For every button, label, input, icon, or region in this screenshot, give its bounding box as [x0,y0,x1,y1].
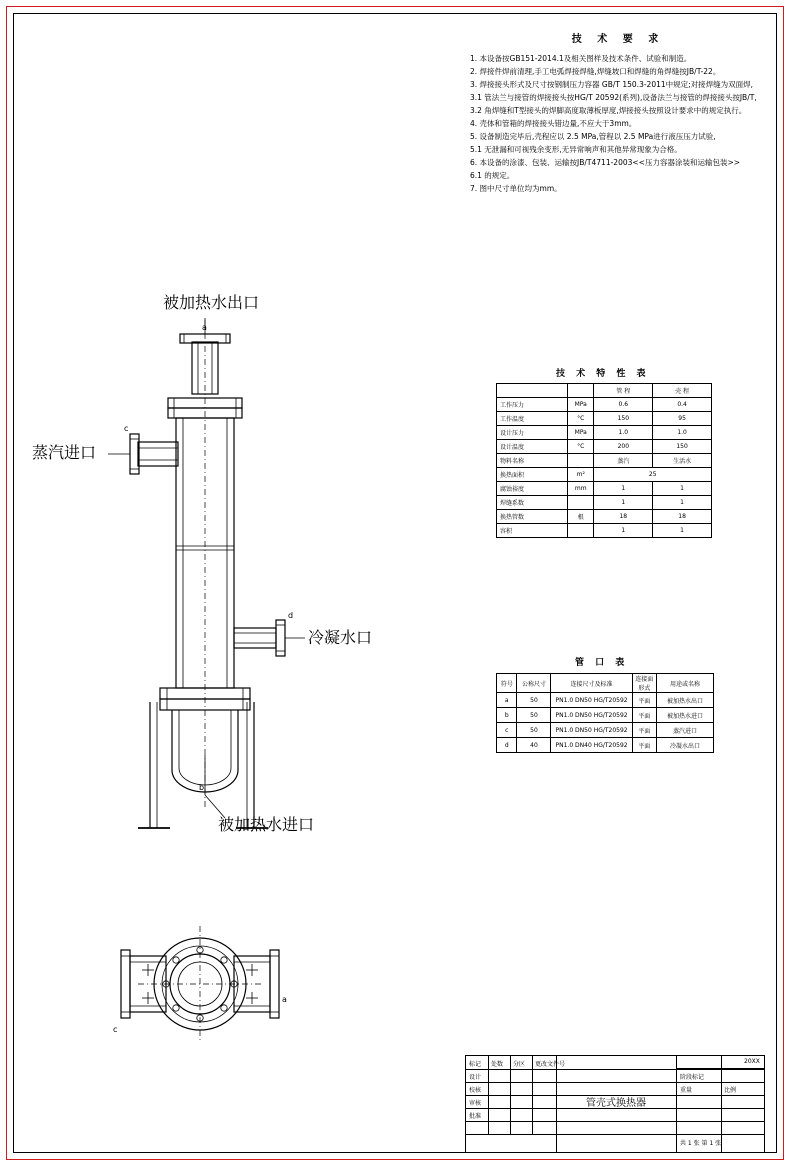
table-row [497,454,712,468]
support-frame [138,702,268,828]
param-head-2: 管 程 [594,384,653,398]
cell: m² [568,468,594,482]
cell: 200 [594,440,653,454]
cell: 50 [517,723,551,738]
tb-date: 20XX [744,1058,760,1065]
table-row [497,674,714,693]
note-item: 3.2 角焊缝和T型接头的焊脚高度取薄板厚度,焊接接头按照设计要求中的规定执行。 [470,106,747,115]
note-item: 5.1 无泄漏和可视残余变形,无异常响声和其他异常现象为合格。 [470,145,682,154]
cell: 1 [594,482,653,496]
cell: 1.0 [594,426,653,440]
tb-design: 设计 [469,1074,482,1081]
cell: 冷凝水出口 [656,738,713,753]
table-row [497,426,712,440]
plan-view [113,926,287,1042]
cell: 1 [653,524,712,538]
nozzle-head-3: 连接面形式 [632,674,656,693]
cell: 18 [594,510,653,524]
table-row [497,524,712,538]
param-head-1 [568,384,594,398]
tb-mark-header: 标记 [469,1061,482,1068]
cell: 1.0 [653,426,712,440]
cell: PN1.0 DN50 HG/T20592 [551,708,632,723]
tb-weight: 重量 [680,1087,693,1094]
label-hot-water-outlet: 被加热水出口 [163,293,260,312]
tb-count-header: 处数 [491,1061,504,1068]
note-item: 3. 焊接接头形式及尺寸按钢制压力容器 GB/T 150.3-2011中规定;对接焊缝为双面焊, [470,80,754,89]
cell: 工作压力 [497,398,568,412]
tb-sheet: 共 1 张 第 1 张 [680,1140,722,1147]
label-condensate-outlet: 冷凝水口 [308,628,373,647]
table-row [497,398,712,412]
cell: d [497,738,517,753]
cell: 1 [653,482,712,496]
condensate-nozzle [234,620,285,656]
tb-check: 校核 [469,1087,482,1094]
heat-exchanger-drawing [20,250,460,1070]
nozzle-head-0: 符号 [497,674,517,693]
cell: 设计压力 [497,426,568,440]
table-row [497,693,714,708]
cell: PN1.0 DN40 HG/T20592 [551,738,632,753]
param-head-3: 壳 程 [653,384,712,398]
cell: 被加热水进口 [656,708,713,723]
tb-change-header: 更改文件号 [535,1061,566,1068]
param-table [496,383,712,538]
cell: 0.6 [594,398,653,412]
tb-part-name: 管壳式换热器 [586,1098,646,1109]
cell: 容积 [497,524,568,538]
nozzle-head-2: 连接尺寸及标准 [551,674,632,693]
cell: 25 [594,468,712,482]
tb-approve: 批准 [469,1113,482,1120]
cell: b [497,708,517,723]
cell: 根 [568,510,594,524]
cell: 腐蚀裕度 [497,482,568,496]
cell: PN1.0 DN50 HG/T20592 [551,723,632,738]
label-steam-inlet: 蒸汽进口 [32,443,97,462]
table-row [497,384,712,398]
nozzle-table-title: 管 口 表 [575,658,629,668]
cell: 50 [517,693,551,708]
cell: 换热管数 [497,510,568,524]
cell: 焊缝系数 [497,496,568,510]
table-row [497,738,714,753]
mark-b: b [199,783,205,792]
cell: 1 [653,496,712,510]
cell: 平面 [632,723,656,738]
tb-scale: 比例 [724,1087,737,1094]
note-item: 3.1 管法兰与接管的焊接接头按HG/T 20592(系列),设备法兰与接管的焊接接头按JB/T, [470,93,757,102]
param-head-0 [497,384,568,398]
cell: MPa [568,398,594,412]
cell: 1 [594,524,653,538]
table-row [497,412,712,426]
cell: 95 [653,412,712,426]
param-table-title: 技 术 特 性 表 [556,369,650,379]
cell: c [497,723,517,738]
note-item: 7. 图中尺寸单位均为mm。 [470,184,562,193]
cell [568,454,594,468]
note-item: 2. 焊接件焊前清理,手工电弧焊接焊缝,焊缝坡口和焊缝的角焊缝按JB/T-22。 [470,67,721,76]
label-hot-water-inlet: 被加热水进口 [218,815,315,834]
cell: 18 [653,510,712,524]
cell: 50 [517,708,551,723]
note-item: 4. 壳体和管箱的焊接接头错边量,不应大于3mm。 [470,119,637,128]
table-row [497,496,712,510]
cell: a [497,693,517,708]
note-item: 1. 本设备按GB151-2014.1及相关图样及技术条件、试验和制造。 [470,54,692,63]
cell: 平面 [632,738,656,753]
cell [568,496,594,510]
cell: 生活水 [653,454,712,468]
mark-c: c [124,424,129,433]
cell: PN1.0 DN50 HG/T20592 [551,693,632,708]
table-row [497,468,712,482]
cell: 工作温度 [497,412,568,426]
tb-zone-header: 分区 [513,1061,526,1068]
cell: mm [568,482,594,496]
nozzle-table [496,673,714,753]
table-row [497,708,714,723]
tb-stage: 阶段标记 [680,1074,705,1081]
steam-inlet-nozzle [130,434,178,474]
cell: 150 [594,412,653,426]
note-item: 6. 本设备的涂漆、包装、运输按JB/T4711-2003<<压力容器涂装和运输包装>> [470,158,741,167]
mark-c-plan: c [113,1025,118,1034]
cell: °C [568,412,594,426]
cell: 0.4 [653,398,712,412]
table-row [497,440,712,454]
cell [568,524,594,538]
cell: 蒸汽 [594,454,653,468]
title-block [465,1055,765,1153]
notes-title: 技 术 要 求 [571,34,665,45]
cell: 平面 [632,693,656,708]
cell: 40 [517,738,551,753]
cell: MPa [568,426,594,440]
note-item: 6.1 的规定。 [470,171,515,180]
tb-review: 审核 [469,1100,482,1107]
cell: 1 [594,496,653,510]
table-row [497,723,714,738]
cell: °C [568,440,594,454]
mark-d2: d [288,611,294,620]
table-row [497,482,712,496]
note-item: 5. 设备制造完毕后,壳程应以 2.5 MPa,管程以 2.5 MPa进行液压压力试验, [470,132,716,141]
mark-a-plan: a [282,995,287,1004]
nozzle-head-4: 用途或名称 [656,674,713,693]
mark-a: a [202,323,207,332]
cell: 换热面积 [497,468,568,482]
cell: 蒸汽进口 [656,723,713,738]
cell: 150 [653,440,712,454]
nozzle-head-1: 公称尺寸 [517,674,551,693]
cell: 物料名称 [497,454,568,468]
cell: 平面 [632,708,656,723]
technical-notes [470,30,766,196]
cell: 设计温度 [497,440,568,454]
table-row [497,510,712,524]
cell: 被加热水出口 [656,693,713,708]
